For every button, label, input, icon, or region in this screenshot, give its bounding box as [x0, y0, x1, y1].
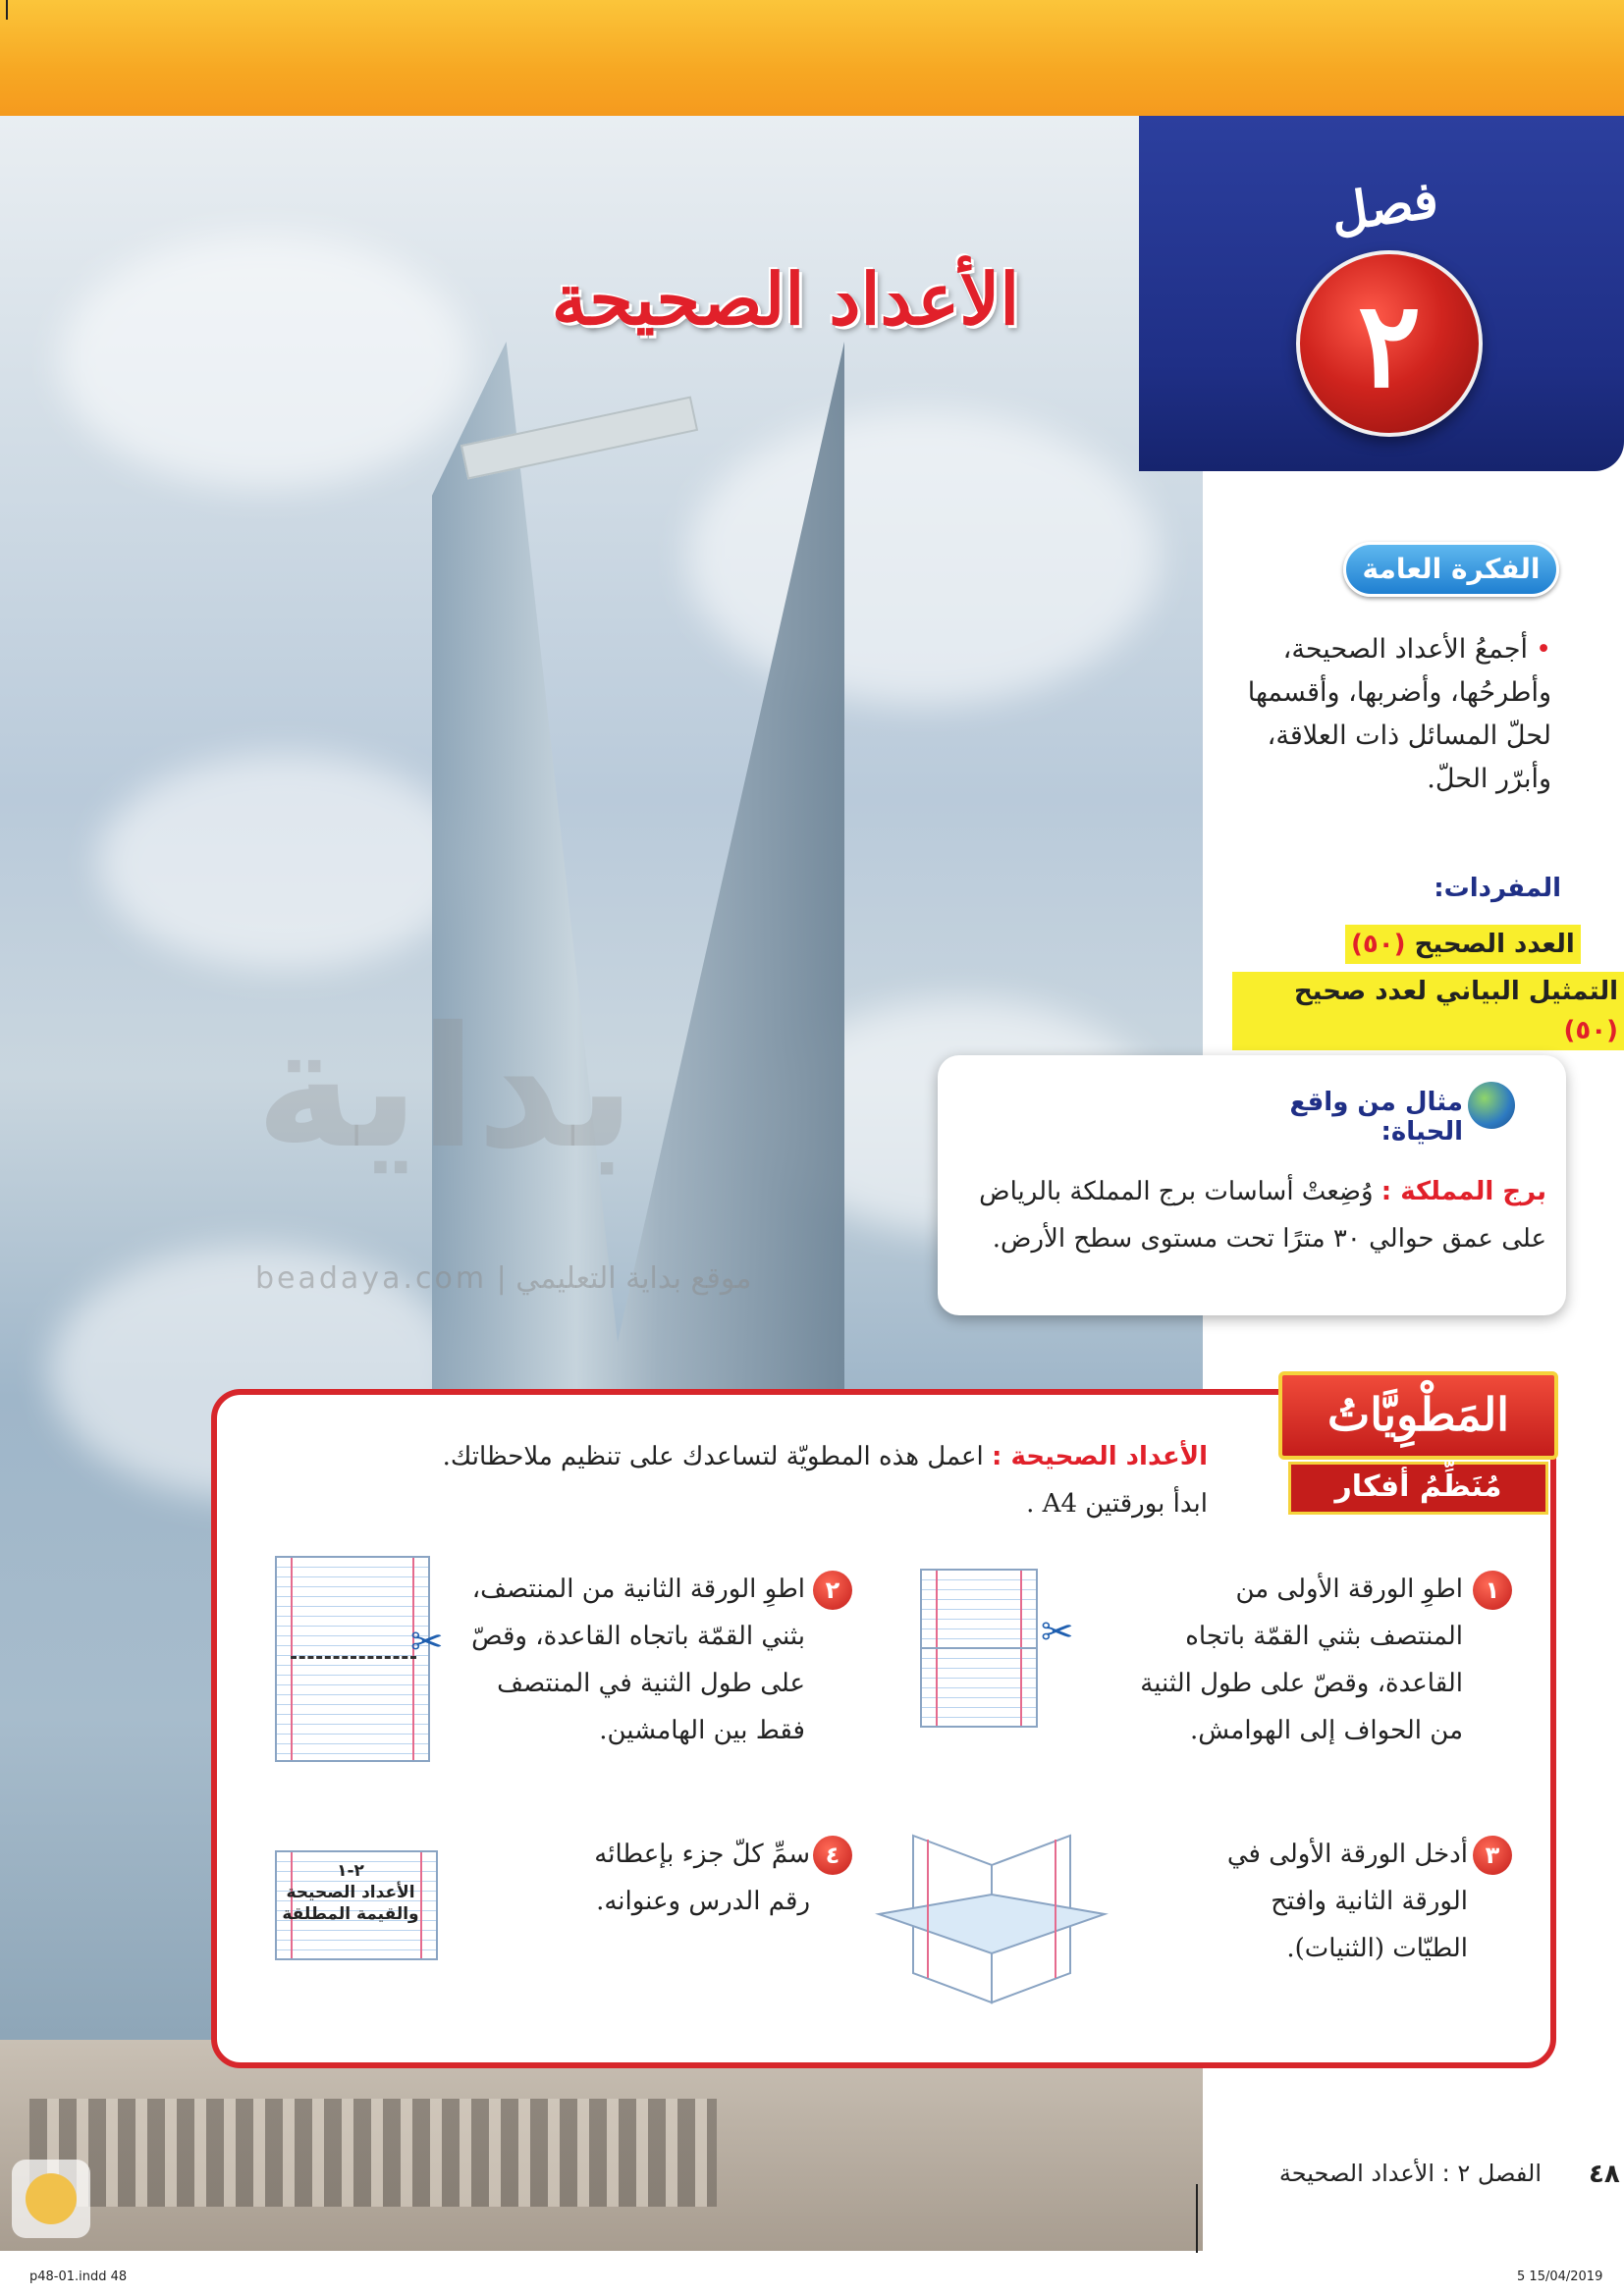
step-1-paper-icon	[920, 1569, 1038, 1728]
bullet-icon: •	[1536, 634, 1551, 665]
step-2-paper-icon	[275, 1556, 430, 1762]
chapter-title: الأعداد الصحيحة	[551, 257, 1020, 341]
step-1-number: ١	[1473, 1571, 1512, 1610]
page-number: ٤٨	[1589, 2160, 1620, 2189]
print-slug-left: p48-01.indd 48	[29, 2269, 128, 2284]
step-4-number: ٤	[813, 1836, 852, 1875]
footer-divider	[1196, 2184, 1198, 2253]
site-logo-icon	[12, 2160, 90, 2238]
globe-icon	[1468, 1082, 1515, 1129]
real-life-title: مثال من واقع الحياة:	[1289, 1088, 1463, 1147]
chapter-word: فصل	[1326, 169, 1442, 244]
big-idea-label: الفكرة العامة	[1343, 542, 1559, 597]
vocabulary-item[interactable]: التمثيل البياني لعدد صحيح (٥٠)	[1232, 972, 1624, 1050]
foldables-badge: المَطْوِيَّاتُ مُنَظِّمُ أفكار	[1278, 1371, 1558, 1519]
step-3-text: أدخل الورقة الأولى في الورقة الثانية وافتح الطيّات (الثنيات).	[1226, 1840, 1468, 1963]
scissors-icon: ✂	[410, 1620, 444, 1665]
vocabulary-title: المفردات:	[1434, 874, 1561, 903]
step-1-text: اطوِ الورقة الأولى من المنتصف بثني القمّة باتجاه القاعدة، وقصّ على طول الثنية من الحواف إلى الهوامش.	[1140, 1575, 1463, 1745]
scissors-icon: ✂	[1041, 1610, 1074, 1655]
step-3-number: ٣	[1473, 1836, 1512, 1875]
watermark-text: موقع بداية التعليمي | beadaya.com	[255, 1261, 752, 1296]
big-idea-text: •أجمعُ الأعداد الصحيحة، وأطرحُها، وأضربها، وأقسمها لحلّ المسائل ذات العلاقة، وأبرّر الحلّ.	[1247, 634, 1551, 794]
foldables-intro: الأعداد الصحيحة : اعمل هذه المطويّة لتساعدك على تنظيم ملاحظاتك. ابدأ بورقتين A4 .	[442, 1442, 1208, 1519]
real-life-text: برج المملكة : وُضِعتْ أساسات برج المملكة بالرياض على عمق حوالي ٣٠ مترًا تحت مستوى سطح الأرض.	[979, 1177, 1546, 1254]
print-slug-right: 15/04/2019 5	[1517, 2269, 1603, 2284]
step-3-folded-papers-icon	[874, 1826, 1110, 2012]
crop-mark	[6, 0, 8, 20]
base-building	[0, 2040, 1203, 2251]
footer-chapter-text: الفصل ٢ : الأعداد الصحيحة	[1278, 2160, 1542, 2187]
top-band	[0, 0, 1624, 116]
chapter-number: ٢	[1357, 276, 1422, 414]
step-2-text: اطوِ الورقة الثانية من المنتصف، بثني القمّة باتجاه القاعدة، وقصّ على طول الثنية في المنتصف فقط بين الهامشين.	[471, 1575, 805, 1745]
vocabulary-item[interactable]: العدد الصحيح (٥٠)	[1345, 925, 1581, 964]
watermark-logo: بداية	[255, 991, 636, 1186]
step-4-label-card: ٢-١ الأعداد الصحيحة والقيمة المطلقة	[282, 1861, 419, 1924]
step-4-text: سمِّ كلّ جزء بإعطائه رقم الدرس وعنوانه.	[594, 1840, 810, 1916]
step-2-number: ٢	[813, 1571, 852, 1610]
